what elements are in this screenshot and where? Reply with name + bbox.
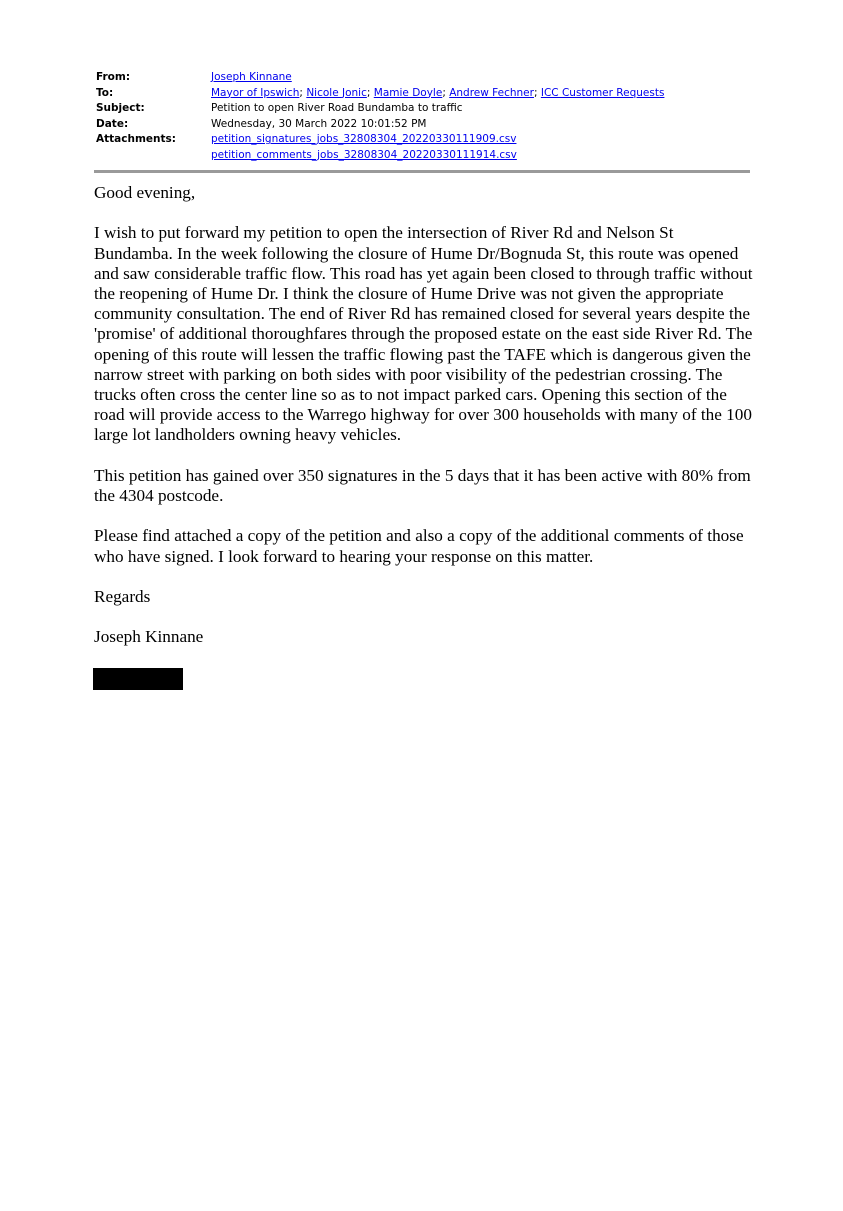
subject-row — [96, 101, 750, 117]
signature-name: Joseph Kinnane — [94, 627, 204, 647]
from-label: From: — [96, 71, 131, 83]
date-value: Wednesday, 30 March 2022 10:01:52 PM — [211, 117, 427, 130]
greeting: Good evening, — [94, 183, 196, 202]
recipient-separator: ; — [533, 86, 541, 99]
recipient-separator: ; — [442, 86, 450, 99]
email-body — [94, 183, 754, 648]
to-label: To: — [96, 86, 114, 99]
attachment-list — [211, 132, 750, 163]
redaction-block — [93, 668, 183, 690]
attachments-row — [96, 132, 750, 163]
recipient-separator: ; — [299, 86, 307, 99]
recipient-link[interactable]: Andrew Fechner — [449, 86, 534, 99]
body-paragraph: This petition has gained over 350 signatures in the 5 days that it has been active with 80% from the 4304 postcode. — [94, 465, 751, 506]
attachments-label: Attachments: — [96, 133, 176, 146]
to-row — [96, 86, 750, 102]
recipient-link[interactable]: Nicole Jonic — [306, 86, 367, 99]
header-divider — [94, 170, 750, 173]
attachment-link[interactable]: petition_signatures_jobs_32808304_20220330111909.csv — [211, 133, 517, 146]
email-header — [96, 70, 750, 164]
date-row — [96, 117, 750, 133]
from-row — [96, 70, 750, 86]
attachment-link[interactable]: petition_comments_jobs_32808304_20220330111914.csv — [211, 148, 517, 161]
recipient-link[interactable]: ICC Customer Requests — [540, 86, 665, 99]
body-paragraph: I wish to put forward my petition to open the intersection of River Rd and Nelson St Bundamba. In the week following the closure of Hume Dr/Bognuda St, this route was opened and saw considerable traffic flow. This road has yet again been closed to through traffic without the reopening of Hume Dr. I think the closure of Hume Drive was not given the appropriate community consultation. The end of River Rd has remained closed for several years despite the 'promise' of additional thoroughfares through the proposed estate on the east side River Rd. The opening of this route will lessen the traffic flowing past the TAFE which is dangerous given the narrow street with parking on both sides with poor visibility of the pedestrian crossing. The trucks often cross the center line so as to not impact parked cars. Opening this section of the road will provide access to the Warrego highway for over 300 households with many of the 100 large lot landholders owning heavy vehicles. — [94, 223, 753, 445]
recipient-link[interactable]: Mamie Doyle — [373, 86, 443, 99]
body-paragraph: Please find attached a copy of the petition and also a copy of the additional comments of those who have signed. I look forward to hearing your response on this matter. — [94, 526, 744, 566]
recipient-link[interactable]: Mayor of Ipswich — [211, 86, 300, 99]
subject-label: Subject: — [96, 102, 145, 115]
recipient-separator: ; — [366, 86, 374, 99]
signoff: Regards — [94, 587, 151, 606]
subject-value: Petition to open River Road Bundamba to traffic — [211, 102, 463, 115]
date-label: Date: — [96, 117, 129, 130]
recipient-list — [211, 86, 750, 102]
from-link[interactable]: Joseph Kinnane — [211, 71, 292, 83]
